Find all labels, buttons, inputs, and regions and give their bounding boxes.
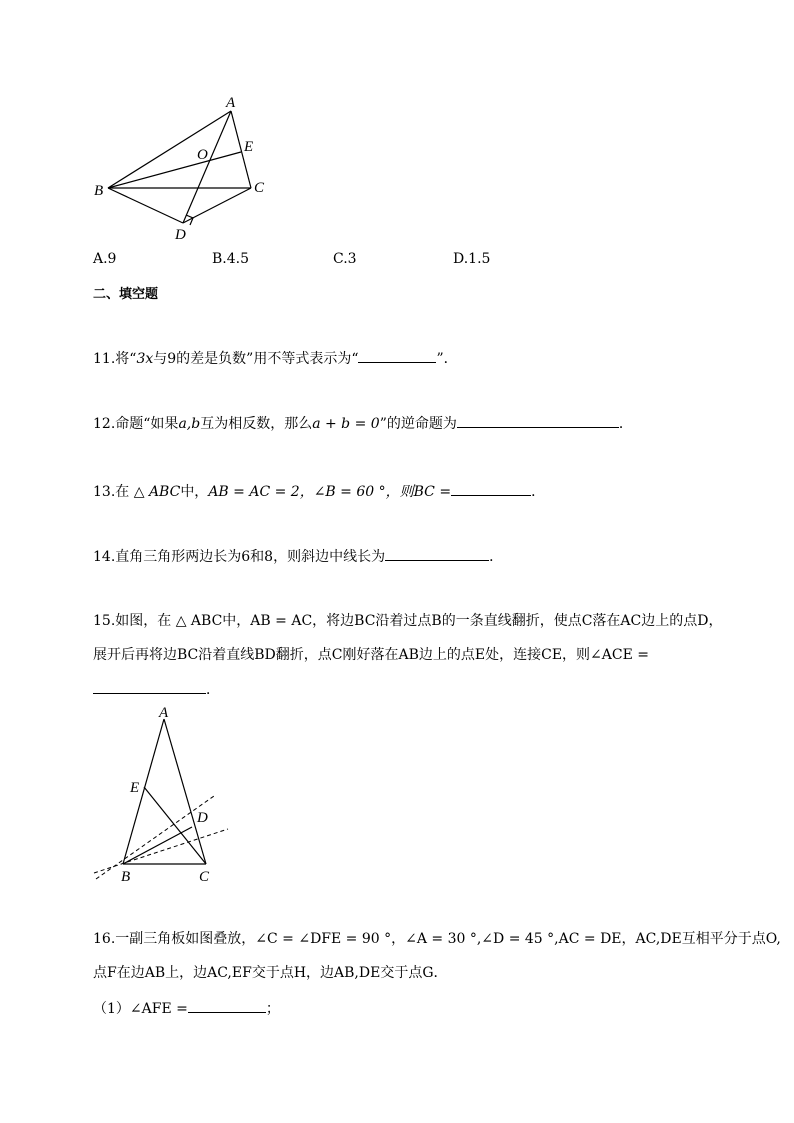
q15-number: 15. — [93, 613, 116, 629]
label-B: B — [94, 183, 104, 199]
label-E: E — [244, 139, 254, 155]
q11-number: 11. — [93, 351, 116, 367]
q12-text2: 互为相反数，那么 — [200, 416, 313, 432]
edge-AC — [164, 719, 206, 864]
question-16-sub1 — [93, 998, 280, 1018]
label-A: A — [226, 95, 236, 111]
label-C: C — [199, 869, 210, 885]
segment-AD — [183, 111, 231, 223]
q12-text1: 命题“如果 — [115, 416, 179, 432]
choice-a: A.9 — [93, 251, 117, 267]
label-D: D — [197, 810, 208, 826]
q13-tri: ABC — [148, 484, 181, 500]
question-14 — [93, 546, 503, 566]
q12-vars: a,b — [178, 416, 201, 432]
label-A: A — [159, 705, 169, 721]
figure-2-isosceles-fold — [85, 700, 245, 890]
q13-number: 13. — [93, 484, 116, 500]
q14-text: 直角三角形两边长为6和8，则斜边中线长为 — [115, 549, 386, 565]
label-B: B — [121, 869, 131, 885]
q13-cond: AB = AC = 2，∠B = 60 °，则BC = — [208, 484, 452, 500]
q14-answer-blank[interactable] — [385, 546, 489, 561]
label-D: D — [175, 227, 186, 243]
edge-BD — [108, 188, 183, 223]
q11-expr: 3x — [136, 351, 154, 367]
choice-d: D.1.5 — [453, 251, 491, 267]
question-16-line2: 点F在边AB上，边AC,EF交于点H，边AB,DE交于点G． — [93, 965, 448, 981]
q15-line1: 如图，在 △ ABC中，AB = AC，将边BC沿着过点B的一条直线翻折，使点C落在AC边上的点D， — [115, 613, 723, 629]
q16-sub1-label: （1）∠AFE = — [93, 1001, 188, 1017]
question-15-line3 — [93, 679, 220, 699]
q13-text2: 中， — [180, 484, 209, 500]
question-13 — [93, 481, 545, 501]
q12-number: 12. — [93, 416, 116, 432]
label-C: C — [254, 180, 265, 196]
q11-answer-blank[interactable] — [358, 348, 436, 363]
question-12 — [93, 413, 633, 433]
q11-text1: 将“ — [115, 351, 137, 367]
q14-number: 14. — [93, 549, 116, 565]
question-16-line1 — [93, 930, 781, 948]
q13-end: ． — [531, 484, 546, 500]
q14-end: ． — [489, 549, 504, 565]
choice-b: B.4.5 — [212, 251, 250, 267]
figure-1-quadrilateral — [85, 90, 285, 245]
segment-BD — [123, 827, 192, 864]
q11-text2: 与9的差是负数”用不等式表示为“ — [153, 351, 359, 367]
q12-text3: ”的逆命题为 — [379, 416, 457, 432]
q13-answer-blank[interactable] — [451, 481, 531, 496]
fold-line-2 — [94, 829, 228, 873]
question-15-line2: 展开后再将边BC沿着直线BD翻折，点C刚好落在AB边上的点E处，连接CE，则∠ACE = — [93, 647, 649, 663]
q12-answer-blank[interactable] — [457, 413, 619, 428]
question-15-line1 — [93, 612, 722, 630]
section-title: 二、填空题 — [93, 287, 159, 302]
q11-text3: ”． — [436, 351, 458, 367]
question-11 — [93, 348, 458, 368]
q16-number: 16. — [93, 931, 116, 947]
fold-line-1 — [96, 796, 214, 879]
q13-text1: 在 △ — [115, 484, 149, 500]
label-O: O — [197, 147, 208, 163]
q12-eq: a + b = 0 — [312, 416, 380, 432]
q12-end: ． — [618, 416, 633, 432]
q16-line1: 一副三角板如图叠放，∠C = ∠DFE = 90 °，∠A = 30 °,∠D = 45 °,AC = DE，AC,DE互相平分于点O, — [115, 931, 781, 947]
choice-c: C.3 — [333, 251, 357, 267]
label-E: E — [130, 780, 140, 796]
q16-sub1-end: ； — [265, 1001, 280, 1017]
segment-BE — [108, 152, 241, 188]
q16-sub1-answer-blank[interactable] — [188, 998, 266, 1013]
edge-AB — [108, 111, 231, 188]
q15-end: ． — [206, 682, 220, 698]
q15-answer-blank[interactable] — [93, 679, 206, 694]
